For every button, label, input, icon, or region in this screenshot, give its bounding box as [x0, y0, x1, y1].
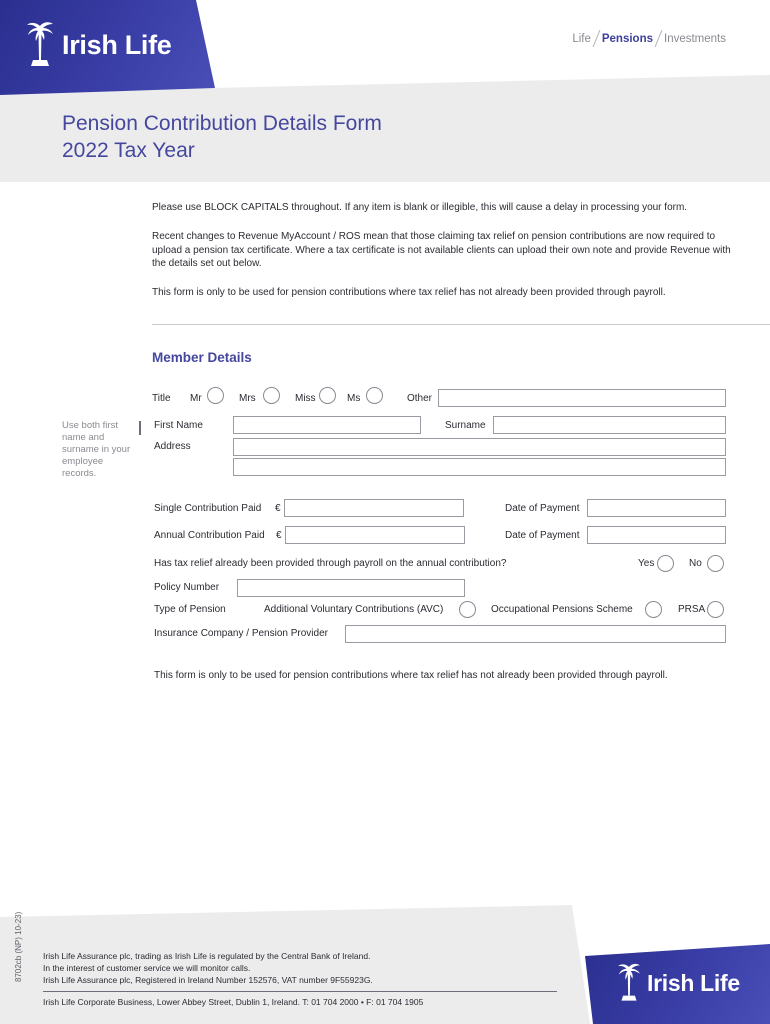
- intro-paragraph-1: [152, 201, 732, 215]
- tax-relief-yes-label: Yes: [638, 558, 655, 569]
- type-of-pension-label: Type of Pension: [154, 604, 226, 615]
- surname-label: Surname: [445, 420, 486, 431]
- footer-rule: [43, 991, 557, 992]
- single-contribution-currency: €: [275, 503, 281, 514]
- title-label: Title: [152, 393, 171, 404]
- pension-type-avc-radio[interactable]: [459, 601, 476, 618]
- title-mr-label: Mr: [190, 393, 202, 404]
- annual-date-of-payment-label: Date of Payment: [505, 530, 580, 541]
- form-code: 8702cb (NP) 10-23): [14, 911, 23, 982]
- annual-contribution-label: Annual Contribution Paid: [154, 530, 265, 541]
- title-mrs-radio[interactable]: [263, 387, 280, 404]
- annual-date-of-payment-field[interactable]: [587, 526, 726, 544]
- single-contribution-field[interactable]: [284, 499, 464, 517]
- surname-field[interactable]: [493, 416, 726, 434]
- tagline: [572, 30, 726, 47]
- tax-relief-yes-radio[interactable]: [657, 555, 674, 572]
- intro-p1-rest: If any item is blank or illegible, this will cause a delay in processing your form.: [341, 202, 688, 213]
- tagline-pensions: Pensions: [601, 32, 653, 45]
- title-mrs-label: Mrs: [239, 393, 256, 404]
- footer-regulation: Irish Life Assurance plc, trading as Irish Life is regulated by the Central Bank of Ireland.: [43, 951, 371, 961]
- pension-type-occupational-radio[interactable]: [645, 601, 662, 618]
- insurance-company-field[interactable]: [345, 625, 726, 643]
- other-title-field[interactable]: [438, 389, 726, 407]
- section-divider: [152, 324, 770, 325]
- pension-type-prsa-label: PRSA: [678, 604, 706, 615]
- irish-life-logo: [26, 19, 196, 71]
- footer-brand-name: Irish Life: [647, 969, 740, 996]
- side-note-marker: [139, 421, 141, 435]
- footer-monitoring: In the interest of customer service we will monitor calls.: [43, 963, 251, 973]
- title-miss-label: Miss: [295, 393, 316, 404]
- pension-type-prsa-radio[interactable]: [707, 601, 724, 618]
- tagline-investments: Investments: [664, 32, 726, 45]
- title-ms-radio[interactable]: [366, 387, 383, 404]
- intro-paragraph-2: Recent changes to Revenue MyAccount / ROS mean that those claiming tax relief on pension contributions are now required to upload a pension tax certificate. Where a tax certificate is not available clients can upload their own note and provide Revenue with the details set out below.: [152, 231, 731, 269]
- palm-tree-icon: [26, 20, 54, 70]
- name-side-note: Use both first name and surname in your employee records.: [62, 420, 131, 479]
- policy-number-label: Policy Number: [154, 582, 220, 593]
- policy-number-field[interactable]: [237, 579, 465, 597]
- address-line-1-field[interactable]: [233, 438, 726, 456]
- title-ms-label: Ms: [347, 393, 361, 404]
- annual-contribution-currency: €: [276, 530, 282, 541]
- tax-relief-no-label: No: [689, 558, 702, 569]
- annual-contribution-field[interactable]: [285, 526, 465, 544]
- footer-address: Irish Life Corporate Business, Lower Abbey Street, Dublin 1, Ireland. T: 01 704 2000 • F: 01 704 1905: [43, 997, 424, 1007]
- single-date-of-payment-label: Date of Payment: [505, 503, 580, 514]
- other-label: Other: [407, 393, 433, 404]
- form-title-line1: Pension Contribution Details Form: [62, 112, 382, 135]
- intro-paragraph-3: This form is only to be used for pension contributions where tax relief has not already been provided through payroll.: [152, 287, 666, 298]
- address-label: Address: [154, 441, 191, 452]
- form-title: [62, 110, 382, 164]
- single-contribution-label: Single Contribution Paid: [154, 503, 262, 514]
- first-name-label: First Name: [154, 420, 203, 431]
- address-line-2-field[interactable]: [233, 458, 726, 476]
- title-mr-radio[interactable]: [207, 387, 224, 404]
- insurance-company-label: Insurance Company / Pension Provider: [154, 628, 328, 639]
- title-miss-radio[interactable]: [319, 387, 336, 404]
- palm-tree-icon: [617, 962, 641, 1004]
- pension-type-occupational-label: Occupational Pensions Scheme: [491, 604, 633, 615]
- member-details-heading: Member Details: [152, 350, 252, 365]
- form-title-line2: 2022 Tax Year: [62, 139, 195, 162]
- brand-name: Irish Life: [62, 29, 172, 60]
- first-name-field[interactable]: [233, 416, 421, 434]
- footer-irish-life-logo: [617, 962, 740, 1004]
- tax-relief-no-radio[interactable]: [707, 555, 724, 572]
- footer-registration: Irish Life Assurance plc, Registered in Ireland Number 152576, VAT number 9F55923G.: [43, 975, 373, 985]
- tax-relief-question: Has tax relief already been provided through payroll on the annual contribution?: [154, 558, 507, 569]
- intro-block-capitals: Please use BLOCK CAPITALS throughout.: [152, 202, 342, 213]
- tagline-life: Life: [572, 32, 591, 45]
- tagline-separator: [592, 30, 600, 47]
- pension-type-avc-label: Additional Voluntary Contributions (AVC): [264, 604, 444, 615]
- single-date-of-payment-field[interactable]: [587, 499, 726, 517]
- closing-note: This form is only to be used for pension contributions where tax relief has not already been provided through payroll.: [154, 670, 668, 681]
- tagline-separator: [655, 30, 663, 47]
